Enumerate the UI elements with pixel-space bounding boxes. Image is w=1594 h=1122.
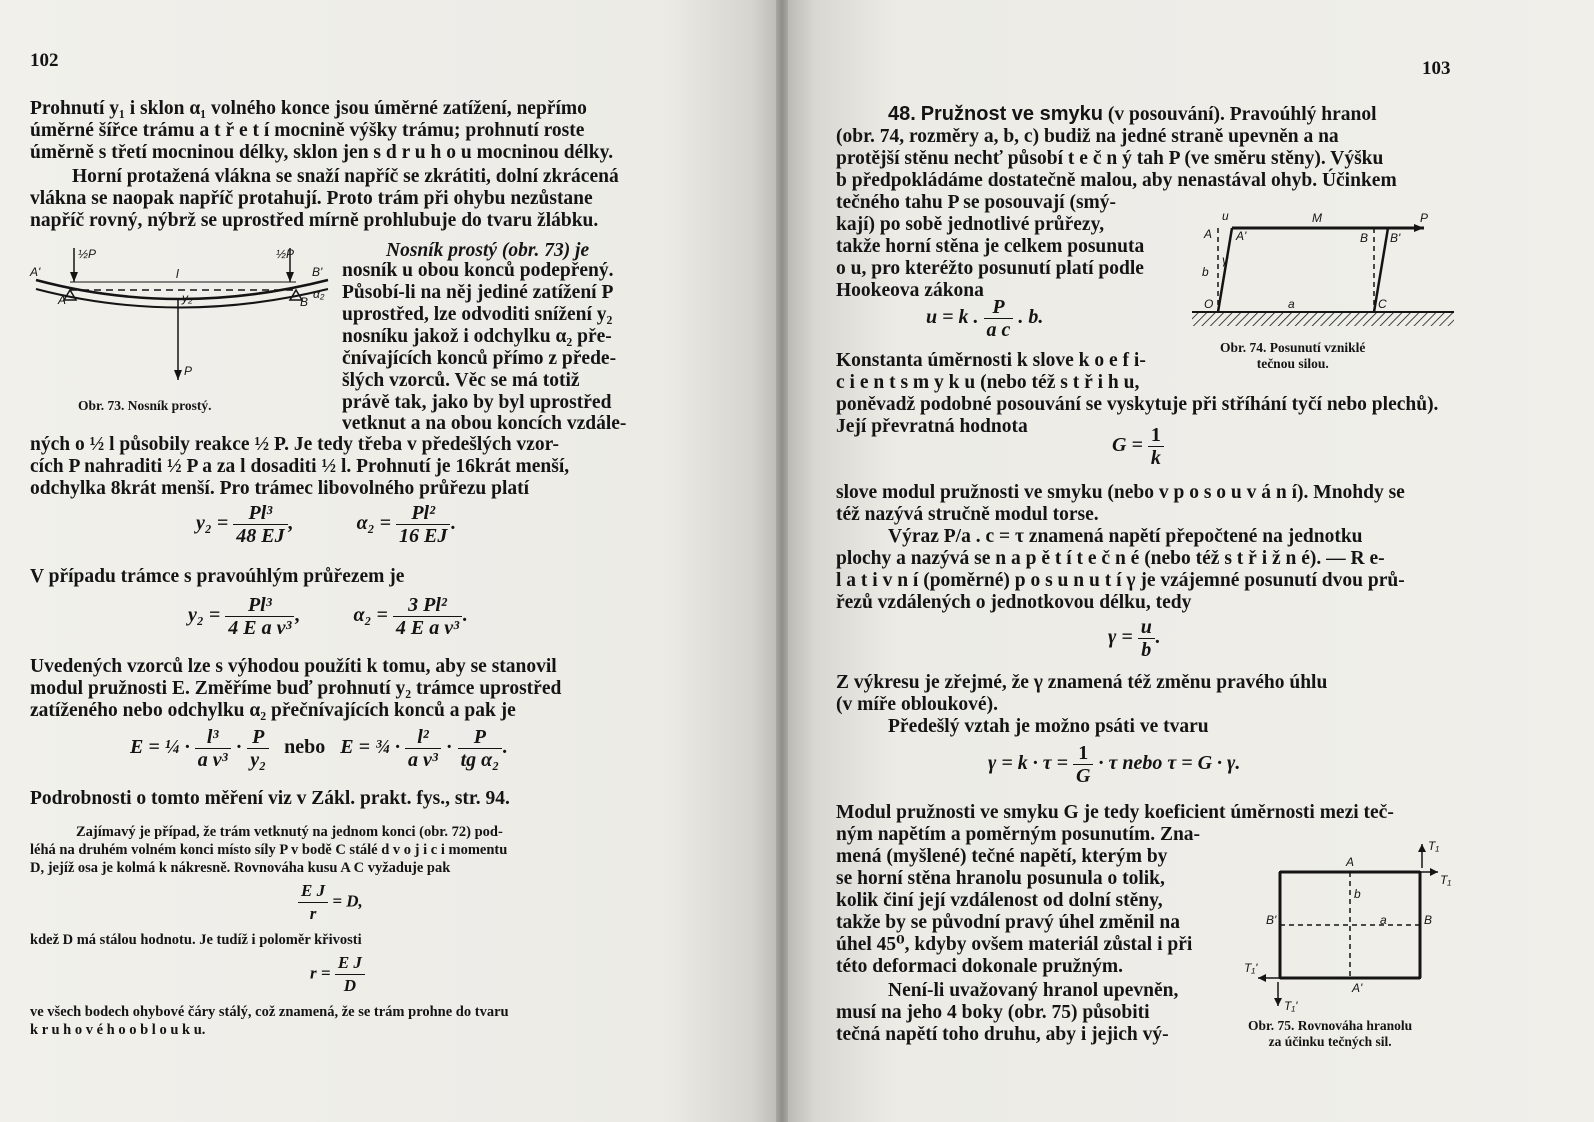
formula-denominator: G [1076,765,1091,787]
right-page [782,0,1594,1122]
formula-rect-section [188,594,467,639]
fig75-label-b-length: b [1354,887,1361,901]
figure-caption [1248,1018,1412,1050]
fig74-label-p: P [1420,211,1429,225]
formula-denominator: 4 E a v³ [228,617,292,639]
fig75-label-a-length: a [1380,913,1387,927]
formula-lhs: y₂ = [196,512,229,535]
fig74-label-b: B [1360,231,1369,245]
formula-end: . [1154,626,1160,649]
fig75-label-t1p-bottom: T₁' [1284,999,1298,1013]
formula-numerator: 3 Pl² [393,594,462,617]
text-line: (obr. 74, rozměry a, b, c) budiž na jedné straně upevněn a na [836,126,1339,147]
formula-numerator: P [458,726,503,749]
text-line: Prohnutí y₁ i sklon α₁ volného konce jsou úměrné zatížení, nepřímo [30,98,587,119]
text-line: c i e n t s m y k u (nebo též s t ř i h u, [836,372,1140,393]
formula-moment [298,880,363,925]
text-line: ným napětím a poměrným posunutím. Zna- [836,824,1201,845]
formula-numerator: l³ [195,726,231,749]
formula-numerator: 1 [1073,742,1093,765]
fig75-label-a: A [1346,855,1355,869]
text-line: cích P nahraditi ½ P a za l dosaditi ½ l. Prohnutí je 16krát menší, [30,456,570,477]
page-number: 102 [30,50,59,71]
formula-denominator: b [1141,639,1152,661]
formula-end: . [502,736,508,759]
formula-numerator: P [247,726,269,749]
fig73-label-b: B [300,295,309,309]
caption-line: Obr. 74. Posunutí vzniklé [1220,340,1366,355]
formula-lhs: γ = [1108,626,1133,649]
fig74-label-a-length: a [1288,297,1295,311]
section-title: Pružnost ve smyku [920,103,1103,125]
caption-line: tečnou silou. [1256,356,1329,371]
text-line: se horní stěna hranolu posunula o tolik, [836,868,1165,889]
small-text-line: k r u h o v é h o o b l o u k u. [30,1022,206,1038]
text-line: Konstanta úměrnosti k slove k o e f i- [836,350,1146,371]
fig75-label-b-prime: B' [1266,913,1277,927]
text-line: právě tak, jako by byl uprostřed [342,392,612,413]
formula-numerator: Pl³ [233,502,287,525]
formula-end: . [462,604,468,627]
formula-denominator: 16 EJ [399,525,448,547]
fig73-label-p: P [184,364,193,378]
text-line: této deformaci dokonale pružným. [836,956,1124,977]
formula-shear-modulus [1112,424,1164,469]
small-text-line: D, jejíž osa je kolmá k nákresně. Rovnováha kusu A C vyžaduje pak [30,860,451,876]
formula-lhs: r = [310,963,331,983]
fig73-label-a-prime: A' [30,265,41,279]
text-line: Horní protažená vlákna se snaží napříč se zkrátiti, dolní zkrácená [72,166,619,187]
formula-separator: , [287,512,293,535]
fig74-label-a: A [1204,227,1213,241]
formula-radius [310,952,365,997]
formula-deflection [196,502,455,547]
text-line: Podrobnosti o tomto měření viz v Zákl. prakt. fys., str. 94. [30,788,510,809]
text-line: uprostřed, lze odvoditi snížení y₂ [342,304,613,325]
fig74-label-u: u [1222,209,1229,223]
text-line: poněvadž podobné posouvání se vyskytuje při stříhání tyčí nebo plechů). [836,394,1439,415]
formula-lhs: y₂ = [188,604,221,627]
text-line: Hookeova zákona [836,280,984,301]
text-line: Její převratná hodnota [836,416,1028,437]
formula-separator: , [294,604,300,627]
text-line: slove modul pružnosti ve smyku (nebo v p o s o u v á n í). Mnohdy se [836,482,1405,503]
fig75-label-t1-top: T₁ [1428,839,1440,853]
formula-numerator: l² [405,726,441,749]
section-number: 48. [888,103,916,125]
text-line: Výraz P/a . c = τ znamená napětí přepočtené na jednotku [888,526,1363,547]
formula-numerator: Pl³ [225,594,294,617]
text-line: musí na jeho 4 boky (obr. 75) působiti [836,1002,1150,1023]
text-line: plochy a nazývá se n a p ě t í t e č n é (nebo též s t ř i ž n é). — R e- [836,548,1385,569]
text-line: Působí-li na něj jediné zatížení P [342,282,614,303]
fig75-label-b: B [1424,913,1433,927]
formula-denominator: a v³ [408,749,438,771]
formula-lhs: α₂ = [353,604,388,627]
text-line: úměrné šířce trámu a t ř e t í mocnině výšky trámu; prohnutí roste [30,120,585,141]
fig75-label-t1-right: T₁ [1440,873,1452,887]
text-line: V případu trámce s pravoúhlým průřezem je [30,566,405,587]
formula-hooke [926,296,1043,341]
formula-lhs: G = [1112,434,1143,457]
formula-denominator: a v³ [197,749,228,771]
formula-denominator: 48 EJ [236,525,285,547]
formula-lhs: E = ¼ · [130,736,190,759]
text-line: šlých vzorců. Věc se má totiž [342,370,580,391]
text-line: (v míře obloukové). [836,694,998,715]
formula-denominator: k [1150,447,1161,469]
figure-74-shear-diagram [1192,208,1457,338]
fig74-label-gamma: γ [1222,253,1228,267]
formula-word: nebo [284,736,326,759]
formula-modulus [130,726,507,771]
formula-numerator: P [984,296,1014,319]
text-line: Z výkresu je zřejmé, že γ znamená též změnu pravého úhlu [836,672,1328,693]
fig73-label-half-p-right: ½P [276,247,295,261]
formula-lhs: u = k . [926,306,979,329]
formula-lhs: γ = k · τ = [988,752,1068,775]
book-gutter [776,0,788,1122]
text-line: Uvedených vzorců lze s výhodou použíti k tomu, aby se stanovil [30,656,557,677]
figure-caption [1220,340,1365,372]
fig73-label-l: l [176,267,179,281]
formula-rhs: = D, [332,891,363,911]
formula-dot: · [235,736,243,759]
text-line: úhel 45⁰, kdyby ovšem materiál zůstal i při [836,934,1193,955]
fig73-label-y: y₂ [182,291,193,305]
text-line: Předešlý vztah je možno psáti ve tvaru [888,716,1209,737]
formula-denominator: r [309,904,317,923]
text-line: ných o ½ l působily reakce ½ P. Je tedy třeba v předešlých vzor- [30,434,559,455]
text-line: zatíženého nebo odchylku α₂ přečnívajících konců a pak je [30,700,516,721]
text-line: nosníku jakož i odchylku α₂ pře- [342,326,612,347]
fig75-label-a-prime: A' [1352,981,1363,995]
fig73-label-b-prime: B' [312,265,323,279]
section-heading-line [888,104,1377,125]
text-line: takže horní stěna je celkem posunuta [836,236,1145,257]
text-line: Nosník prostý (obr. 73) je [386,240,590,261]
caption-line: Obr. 75. Rovnováha hranolu [1248,1018,1413,1033]
formula-numerator: u [1138,616,1155,639]
figure-73-beam-diagram [28,240,338,390]
fig73-label-alpha: α₂ [313,287,325,301]
formula-denominator: 4 E a v³ [395,617,460,639]
formula-denominator: y₂ [250,749,267,771]
text-line: kolik činí její vzdálenost od dolní stěny, [836,890,1163,911]
formula-numerator: 1 [1148,424,1164,447]
fig74-label-b-prime: B' [1390,231,1401,245]
formula-dot: · [445,736,453,759]
fig74-label-a-prime: A' [1236,229,1247,243]
text-line: takže by se původní pravý úhel změnil na [836,912,1181,933]
formula-lhs: E = ¾ · [340,736,401,759]
formula-tau [988,742,1240,787]
formula-gamma [1108,616,1160,661]
formula-denominator: tg α₂ [460,749,500,771]
formula-numerator: Pl² [396,502,450,525]
fig75-label-t1p-left: T₁' [1244,961,1258,975]
caption-line: za účinku tečných sil. [1268,1034,1392,1049]
text-line: vetknut a na obou koncích vzdále- [342,413,627,434]
formula-numerator: E J [335,952,365,975]
formula-lhs: α₂ = [356,512,392,535]
fig74-label-m: M [1312,211,1322,225]
text-line: mená (myšlené) tečné napětí, kterým by [836,846,1168,867]
left-page [0,0,782,1122]
text-line: řezů vzdálených o jednotkovou délku, tedy [836,592,1192,613]
text-line: tečného tahu P se posouvají (smý- [836,192,1117,213]
text-line: kají) po sobě jednotlivé průřezy, [836,214,1105,235]
text-line: čnívajících konců přímo z přede- [342,348,617,369]
formula-rhs: . b. [1018,306,1044,329]
section-lead: (v posouvání). Pravoúhlý hranol [1107,104,1377,125]
text-line: vlákna se naopak napříč protahují. Proto trám při ohybu nezůstane [30,188,593,209]
figure-75-equilibrium-diagram [1240,838,1465,1018]
text-line: Modul pružnosti ve smyku G je tedy koeficient úměrnosti mezi teč- [836,802,1394,823]
text-line: též nazývá stručně modul torse. [836,504,1099,525]
page-number: 103 [1422,58,1451,79]
text-line: tečná napětí toho druhu, aby i jejich vý- [836,1024,1169,1045]
figure-caption: Obr. 73. Nosník prostý. [78,398,212,413]
text-line: modul pružnosti E. Změříme buď prohnutí y₂ trámce uprostřed [30,678,562,699]
formula-denominator: a c [986,319,1011,341]
formula-end: . [450,512,456,535]
text-line: napříč rovný, nýbrž se uprostřed mírně prohlubuje do tvaru žlábku. [30,210,599,231]
small-text-line: kdež D má stálou hodnotu. Je tudíž i poloměr křivosti [30,932,362,948]
text-line: nosník u obou konců podepřený. [342,260,614,281]
formula-rhs: · τ nebo τ = G · γ. [1098,752,1241,775]
text-line: odchylka 8krát menší. Pro trámec libovolného průřezu platí [30,478,530,499]
fig73-label-a: A [58,293,67,307]
text-line: l a t i v n í (poměrné) p o s u n u t í γ je vzájemné posunutí dvou prů- [836,570,1405,591]
fig74-label-c: C [1378,297,1387,311]
fig74-label-b-length: b [1202,265,1209,279]
small-text-line: ve všech bodech ohybové čáry stálý, což znamená, že se trám prohne do tvaru [30,1004,509,1020]
text-line: b předpokládáme dostatečně malou, aby nenastával ohyb. Účinkem [836,170,1397,191]
fig74-label-o: O [1204,297,1214,311]
text-line: Není-li uvažovaný hranol upevněn, [888,980,1179,1001]
small-text-line: Zajímavý je případ, že trám vetknutý na jednom konci (obr. 72) pod- [76,824,503,840]
formula-numerator: E J [298,880,328,903]
text-line: protější stěnu nechť působí t e č n ý tah P (ve směru stěny). Výšku [836,148,1384,169]
text-line: úměrně s třetí mocninou délky, sklon jen s d r u h o u mocninou délky. [30,142,614,163]
text-line: o u, pro kteréžto posunutí platí podle [836,258,1144,279]
fig73-label-half-p-left: ½P [78,247,97,261]
small-text-line: léhá na druhém volném konci místo síly P v bodě C stálé d v o j i c i momentu [30,842,508,858]
formula-denominator: D [343,976,356,995]
